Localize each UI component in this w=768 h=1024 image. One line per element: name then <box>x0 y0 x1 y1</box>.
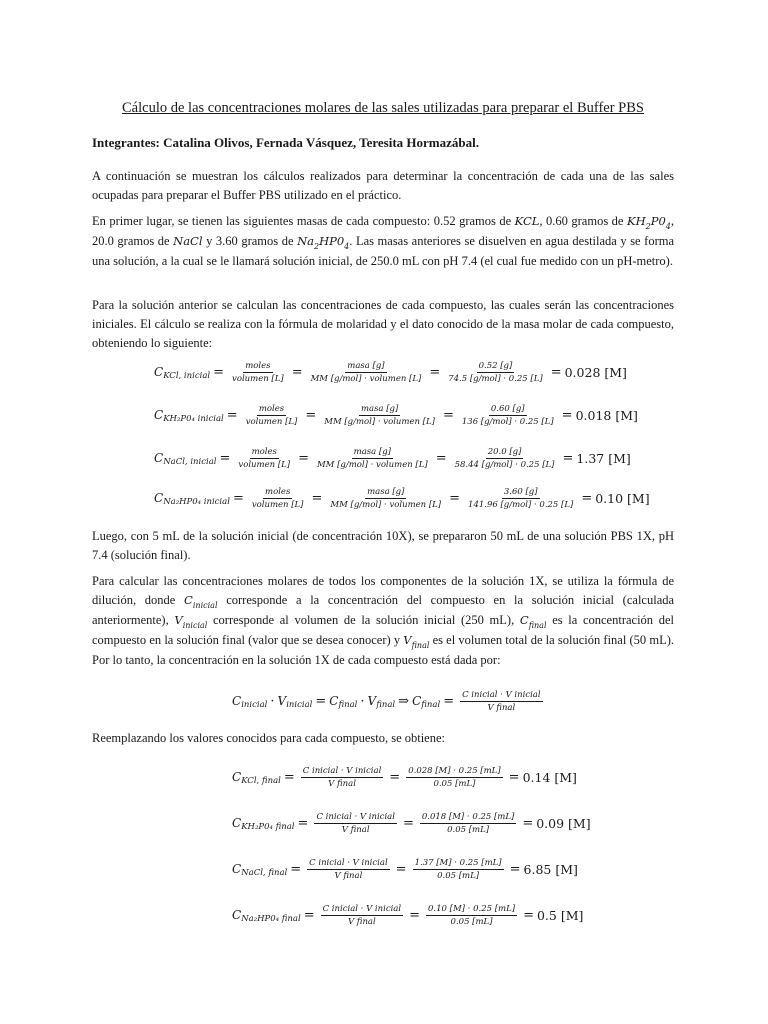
eq-c: C <box>154 365 164 379</box>
eq-result: 0.14 [M] <box>522 769 577 785</box>
dilution-text-2: corresponde a la concentración del compuesto en la solución inicial (calculada anteriormente), <box>92 593 675 627</box>
eq-equals: = <box>550 364 562 380</box>
eq-frac-moles-num: moles <box>265 486 291 497</box>
eq-frac-moles <box>250 487 306 510</box>
eq-frac-dilution <box>307 858 390 881</box>
eq-c: C <box>232 816 242 830</box>
final-equation-row <box>232 898 583 932</box>
eq-frac-mass <box>309 361 424 384</box>
mf-frac-num: C inicial · V inicial <box>462 689 541 700</box>
final-equation <box>92 852 674 886</box>
eq-frac-mass-den: MM [g/mol] · volumen [L] <box>324 416 435 427</box>
eq-result: 0.018 [M] <box>575 407 638 423</box>
eq-equals: = <box>561 407 573 423</box>
eq-frac-mass <box>315 447 430 470</box>
eq-frac-values <box>460 404 556 427</box>
eq-frac-mass-num: masa [g] <box>353 446 391 457</box>
eq-c-sub: KH₂P0₄ final <box>241 822 295 832</box>
eq-frac-mass-den: MM [g/mol] · volumen [L] <box>316 459 428 470</box>
formula-kh2po4: KH <box>626 214 646 228</box>
mf-frac-den: V final <box>487 702 516 713</box>
eq-frac-moles <box>230 361 286 384</box>
eq-frac-dilution-num: C inicial · V inicial <box>309 857 388 868</box>
eq-result: 0.10 [M] <box>595 490 650 506</box>
eq-c-sub: NaCl, final <box>241 868 288 878</box>
formula-na2hpo4-tail: HP0 <box>319 234 345 248</box>
masses-text-1: En primer lugar, se tienen las siguientes masas de cada compuesto: 0.52 gramos de <box>92 214 512 228</box>
eq-frac-moles-den: volumen [L] <box>238 459 291 470</box>
eq-frac-moles-den: volumen [L] <box>245 416 298 427</box>
mf-c-final: C <box>329 694 339 708</box>
eq-frac-values-den: 0.05 [mL] <box>450 916 493 927</box>
eq-result: 0.09 [M] <box>536 815 591 831</box>
eq-frac-values <box>413 858 504 881</box>
eq-result: 0.028 [M] <box>564 364 627 380</box>
eq-equals: = <box>435 450 447 466</box>
eq-frac-moles-num: moles <box>258 403 285 414</box>
eq-equals: = <box>303 907 315 923</box>
eq-equals: = <box>581 490 593 506</box>
eq-frac-mass <box>328 487 443 510</box>
eq-c: C <box>232 908 242 922</box>
eq-frac-values-num: 3.60 [g] <box>503 486 538 497</box>
sym-v-inicial-sub: inicial <box>182 621 208 630</box>
eq-equals: = <box>305 407 317 423</box>
formula-na2hpo4-sub: 2 <box>313 242 320 251</box>
initial-equation-row <box>154 398 638 432</box>
intro-paragraph: A continuación se muestran los cálculos realizados para determinar la concentración de cada una de las sales ocupadas para preparar el Buffer PBS utilizado en el práctico. <box>92 169 674 202</box>
eq-equals: = <box>429 364 441 380</box>
final-equation-row <box>232 760 577 794</box>
initial-equation-row <box>154 481 650 515</box>
initial-equation <box>92 355 674 389</box>
dilution-text-5: es el volumen total de la solución final (50 mL). Por lo tanto, la concentración en la solución 1X de cada compuesto está dada por: <box>92 633 675 667</box>
masses-text-5: . Las masas anteriores se disuelven en agua destilada y se forma una solución, a la cual se le llamará solución inicial, de 250.0 mL con pH 7.4 (el cual fue medido con un pH-metro). <box>92 234 675 268</box>
sym-v-final-sub: final <box>411 641 430 650</box>
eq-frac-moles <box>244 404 300 427</box>
eq-frac-values-den: 58.44 [g/mol] · 0.25 [L] <box>454 459 555 470</box>
eq-frac-moles-num: moles <box>251 446 277 457</box>
members-line <box>92 135 479 151</box>
eq-frac-dilution <box>301 766 384 789</box>
eq-frac-values-num: 20.0 [g] <box>487 446 522 457</box>
final-equation <box>92 898 674 932</box>
eq-frac-dilution-den: V final <box>341 824 370 835</box>
formula-nacl: NaCl <box>173 234 203 248</box>
eq-frac-mass-den: MM [g/mol] · volumen [L] <box>310 373 422 384</box>
eq-frac-values-den: 0.05 [mL] <box>447 824 490 835</box>
eq-c-sub: Na₂HP0₄ final <box>241 914 301 924</box>
eq-c-sub: KCl, final <box>241 776 281 786</box>
eq-frac-dilution-den: V final <box>328 778 356 789</box>
eq-equals: = <box>283 769 295 785</box>
eq-frac-values-num: 0.028 [M] · 0.25 [mL] <box>408 765 501 776</box>
eq-result: 0.5 [M] <box>536 907 584 923</box>
sym-c-inicial: C <box>184 593 193 607</box>
initial-equation-row <box>154 441 631 475</box>
formula-kh2po4-tail: P0 <box>650 214 666 228</box>
final-equation <box>92 806 674 840</box>
mf-fraction <box>460 690 543 713</box>
eq-frac-values <box>453 447 557 470</box>
dilution-text-1: Para calcular las concentraciones molares de todos los componentes de la solución 1X, se utiliza la fórmula de dilución, donde <box>92 574 674 607</box>
formula-na2hpo4-sub2: 4 <box>344 242 350 251</box>
eq-equals: = <box>389 769 401 785</box>
eq-frac-dilution <box>321 904 404 927</box>
eq-frac-mass-num: masa [g] <box>360 403 399 414</box>
members-label: Integrantes: <box>92 135 160 150</box>
eq-c-sub: KCl, inicial <box>163 371 211 381</box>
initial-intro-paragraph: Para la solución anterior se calculan las concentraciones de cada compuesto, las cuales serán las concentraciones iniciales. El cálculo se realiza con la fórmula de molaridad y el dato conocido de la masa molar de cada compuesto, obteniendo lo siguiente: <box>92 298 674 350</box>
sym-c-final-sub: final <box>528 621 547 630</box>
eq-equals: = <box>508 769 520 785</box>
masses-text-4: y 3.60 gramos de <box>206 234 294 248</box>
formula-na2hpo4: Na <box>297 234 314 248</box>
eq-frac-values-num: 0.018 [M] · 0.25 [mL] <box>421 811 515 822</box>
eq-frac-values <box>446 361 544 384</box>
mf-v-inicial-sub: inicial <box>286 700 313 710</box>
eq-c: C <box>232 862 242 876</box>
final-equation-row <box>232 852 578 886</box>
eq-frac-values-den: 136 [g/mol] · 0.25 [L] <box>461 416 554 427</box>
mf-dot-1: · <box>270 693 275 709</box>
replace-intro-paragraph: Reemplazando los valores conocidos para cada compuesto, se obtiene: <box>92 731 446 745</box>
formula-kcl: KCL <box>514 214 540 228</box>
formula-kh2po4-sub2: 4 <box>665 222 671 231</box>
eq-result: 1.37 [M] <box>576 450 631 466</box>
eq-frac-values <box>420 812 516 835</box>
eq-equals: = <box>298 450 309 466</box>
dilution-formula <box>92 684 674 718</box>
eq-frac-mass-num: masa [g] <box>347 360 385 371</box>
eq-equals: = <box>442 407 454 423</box>
eq-c-sub: Na₂HP0₄ inicial <box>163 497 230 507</box>
eq-equals: = <box>509 861 521 877</box>
eq-frac-dilution-den: V final <box>334 870 363 881</box>
initial-equation-row <box>154 355 627 389</box>
mf-c-inicial: C <box>232 694 242 708</box>
eq-frac-dilution-den: V final <box>347 916 376 927</box>
eq-frac-values <box>466 487 575 510</box>
eq-equals: = <box>226 407 238 423</box>
dilution-text-4: es la concentración del compuesto en la solución final (valor que se desea conocer) y <box>92 613 675 647</box>
eq-frac-mass-num: masa [g] <box>367 486 405 497</box>
eq-equals: = <box>290 861 302 877</box>
eq-equals: = <box>291 364 303 380</box>
initial-equation <box>92 398 674 432</box>
eq-frac-values-num: 0.52 [g] <box>478 360 513 371</box>
final-equation <box>92 760 674 794</box>
eq-frac-values-num: 0.10 [M] · 0.25 [mL] <box>428 903 516 914</box>
eq-c: C <box>154 451 164 465</box>
eq-frac-moles <box>236 447 292 470</box>
eq-frac-mass-den: MM [g/mol] · volumen [L] <box>330 499 442 510</box>
sym-v-inicial: V <box>174 613 183 627</box>
eq-equals: = <box>409 907 421 923</box>
mf-equals-2: = <box>443 693 455 709</box>
initial-equation <box>92 441 674 475</box>
mf-c-final-2-sub: final <box>421 700 441 710</box>
eq-frac-moles-den: volumen [L] <box>232 373 284 384</box>
eq-equals: = <box>219 450 231 466</box>
mf-equals-1: = <box>315 693 327 709</box>
eq-c-sub: KH₂P0₄ inicial <box>163 414 224 424</box>
eq-equals: = <box>213 364 225 380</box>
dilution-paragraph <box>92 572 674 670</box>
sym-c-final: C <box>519 613 529 627</box>
mf-c-inicial-sub: inicial <box>241 700 268 710</box>
eq-frac-moles-den: volumen [L] <box>251 499 304 510</box>
eq-frac-values-num: 0.60 [g] <box>490 403 525 414</box>
eq-equals: = <box>311 490 323 506</box>
eq-frac-mass <box>322 404 437 427</box>
eq-frac-values-den: 0.05 [mL] <box>437 870 480 881</box>
document-title: Cálculo de las concentraciones molares de las sales utilizadas para preparar el Buffer PBS <box>122 100 644 116</box>
sym-c-inicial-sub: inicial <box>192 601 218 610</box>
eq-frac-dilution-num: C inicial · V inicial <box>302 765 382 776</box>
mf-c-final-sub: final <box>338 700 358 710</box>
eq-frac-values-den: 74.5 [g/mol] · 0.25 [L] <box>448 373 543 384</box>
formula-kh2po4-sub: 2 <box>645 222 651 231</box>
mf-v-final: V <box>367 694 377 708</box>
eq-equals: = <box>395 861 407 877</box>
eq-equals: = <box>523 907 534 923</box>
mf-dot-2: · <box>360 693 365 709</box>
eq-result: 6.85 [M] <box>523 861 578 877</box>
eq-equals: = <box>449 490 461 506</box>
eq-frac-values <box>426 904 517 927</box>
eq-frac-moles-num: moles <box>245 360 271 371</box>
mf-v-final-sub: final <box>376 700 396 710</box>
eq-frac-dilution-num: C inicial · V inicial <box>316 811 395 822</box>
eq-frac-values-den: 0.05 [mL] <box>433 778 476 789</box>
initial-equation <box>92 481 674 515</box>
eq-c-sub: NaCl, inicial <box>163 457 217 467</box>
masses-paragraph <box>92 212 674 271</box>
eq-frac-values <box>406 766 502 789</box>
eq-frac-dilution <box>314 812 397 835</box>
eq-equals: = <box>297 815 309 831</box>
eq-c: C <box>154 408 164 422</box>
eq-frac-dilution-num: C inicial · V inicial <box>322 903 402 914</box>
mf-v-inicial: V <box>277 694 287 708</box>
eq-equals: = <box>232 490 244 506</box>
masses-text-3: , 20.0 gramos de <box>92 214 674 248</box>
mf-implies: ⇒ <box>398 693 410 709</box>
masses-text-2: , 0.60 gramos de <box>539 214 624 228</box>
mf-c-final-2: C <box>412 694 422 708</box>
eq-equals: = <box>522 815 534 831</box>
eq-frac-values-num: 1.37 [M] · 0.25 [mL] <box>414 857 502 868</box>
dilution-intro-paragraph: Luego, con 5 mL de la solución inicial (de concentración 10X), se prepararon 50 mL de una solución PBS 1X, pH 7.4 (solución final). <box>92 529 674 562</box>
eq-c: C <box>154 491 164 505</box>
eq-equals: = <box>562 450 574 466</box>
dilution-text-3: corresponde al volumen de la solución inicial (250 mL), <box>213 613 515 627</box>
eq-c: C <box>232 770 242 784</box>
eq-frac-values-den: 141.96 [g/mol] · 0.25 [L] <box>468 499 574 510</box>
members-names: Catalina Olivos, Fernada Vásquez, Teresita Hormazábal. <box>163 135 479 150</box>
sym-v-final: V <box>403 633 412 647</box>
final-equation-row <box>232 806 591 840</box>
eq-equals: = <box>402 815 414 831</box>
